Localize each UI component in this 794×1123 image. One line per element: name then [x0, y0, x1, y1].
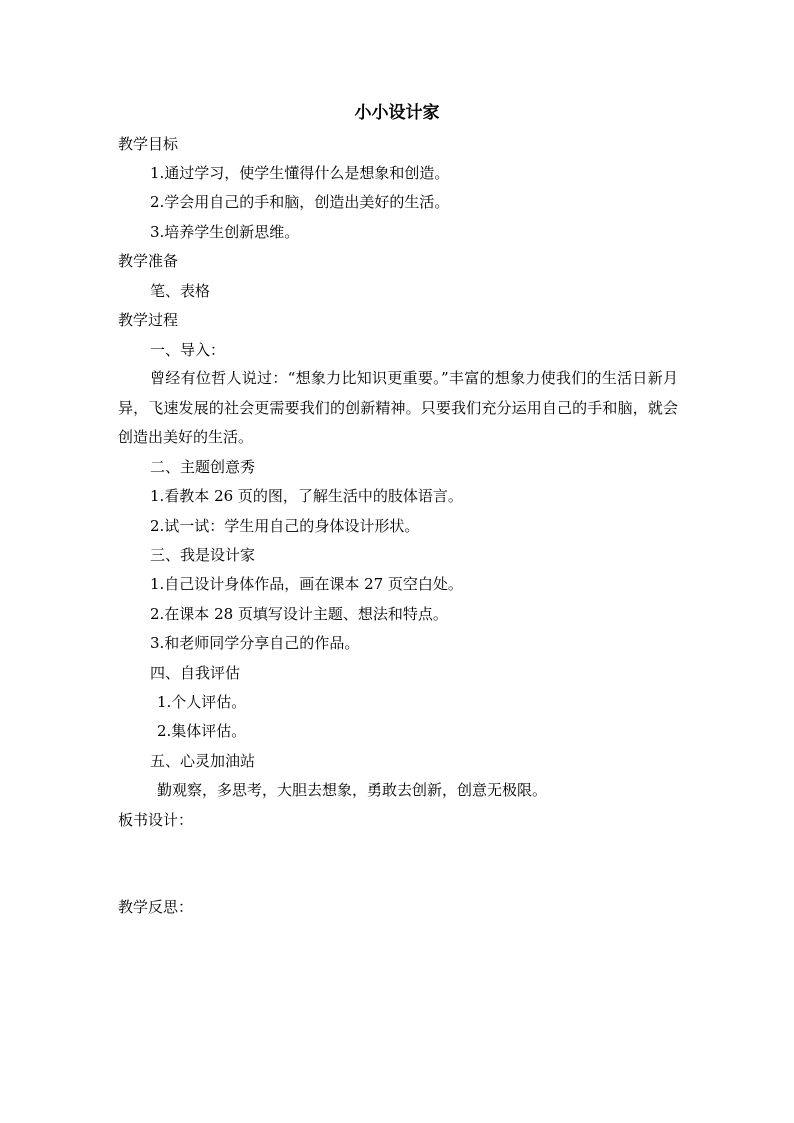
goal-item: 2.学会用自己的手和脑，创造出美好的生活。 — [150, 193, 450, 211]
list-item: 2.试一试：学生用自己的身体设计形状。 — [150, 517, 420, 535]
list-item: 3.和老师同学分享自己的作品。 — [150, 634, 360, 652]
section-heading-creative-show: 二、主题创意秀 — [150, 458, 256, 476]
list-item: 1.自己设计身体作品，画在课本 27 页空白处。 — [150, 575, 463, 593]
section-heading-encouragement: 五、心灵加油站 — [150, 752, 256, 770]
intro-paragraph: 曾经有位哲人说过：“想象力比知识更重要。”丰富的想象力使我们的生活日新月异，飞速发展的社会更需要我们的创新精神。只要我们充分运用自己的手和脑，就会创造出美好的生活。 — [118, 369, 678, 446]
process-heading: 教学过程 — [118, 311, 179, 329]
goal-item: 1.通过学习，使学生懂得什么是想象和创造。 — [150, 164, 450, 182]
prep-text: 笔、表格 — [150, 282, 211, 300]
section-heading-intro: 一、导入： — [150, 341, 226, 359]
encouragement-text: 勤观察，多思考，大胆去想象，勇敢去创新，创意无极限。 — [157, 781, 548, 799]
list-item: 1.看教本 26 页的图，了解生活中的肢体语言。 — [150, 487, 463, 505]
section-heading-self-assessment: 四、自我评估 — [150, 664, 241, 682]
list-item: 2.在课本 28 页填写设计主题、想法和特点。 — [150, 605, 448, 623]
document-title: 小小设计家 — [354, 103, 440, 123]
goal-item: 3.培养学生创新思维。 — [150, 223, 300, 241]
list-item: 1.个人评估。 — [157, 693, 247, 711]
section-heading-designer: 三、我是设计家 — [150, 546, 256, 564]
goals-heading: 教学目标 — [118, 135, 179, 153]
reflection-label: 教学反思： — [118, 898, 194, 916]
board-design-label: 板书设计： — [118, 811, 194, 829]
list-item: 2.集体评估。 — [157, 722, 247, 740]
prep-heading: 教学准备 — [118, 252, 179, 270]
